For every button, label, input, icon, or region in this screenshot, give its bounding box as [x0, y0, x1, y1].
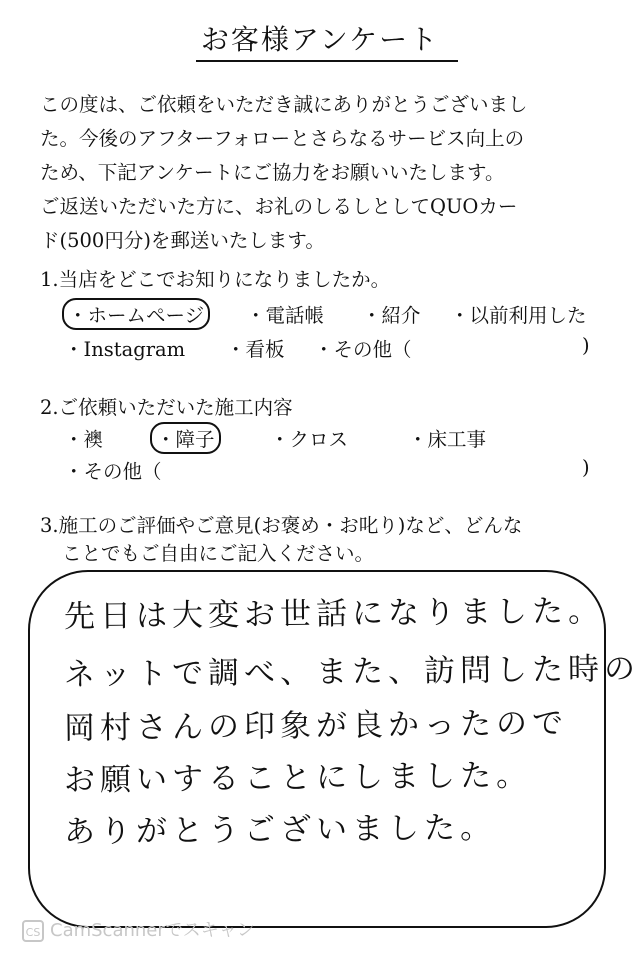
intro-line: ため、下記アンケートにご協力をお願いいたします。 [40, 161, 505, 184]
q2-option-shoji-selected[interactable]: ・障子 [150, 422, 221, 454]
q1-option-other[interactable]: ・その他（ [314, 338, 412, 361]
q1-option-referral[interactable]: ・紹介 [362, 304, 421, 327]
q2-option-cloth[interactable]: ・クロス [270, 428, 349, 451]
handwritten-line: 先日は大変お世話になりました。 [63, 593, 605, 635]
intro-line: この度は、ご依頼をいただき誠にありがとうございまし [40, 93, 528, 116]
intro-line: た。今後のアフターフォローとさらなるサービス向上の [40, 127, 525, 150]
handwritten-line: ありがとうございました。 [63, 809, 497, 851]
q1-option-homepage-selected[interactable]: ・ホームページ [62, 298, 210, 330]
q2-close-paren: ) [582, 456, 590, 479]
question-3-line-2: ことでもご自由にご記入ください。 [62, 542, 375, 565]
camscanner-logo-icon: CS [22, 920, 44, 942]
question-3-line-1: 3.施工のご評価やご意見(お褒め・お叱り)など、どんな [40, 514, 523, 537]
q2-option-floor[interactable]: ・床工事 [408, 428, 487, 451]
handwritten-line: お願いすることにしました。 [63, 757, 533, 799]
camscanner-watermark [22, 916, 255, 942]
q1-option-instagram[interactable]: ・Instagram [64, 338, 186, 361]
watermark-text: CamScannerでスキャン [50, 920, 255, 941]
title-underline [196, 60, 458, 62]
handwritten-line: 岡村さんの印象が良かったので [63, 705, 569, 747]
intro-line: ご返送いただいた方に、お礼のしるしとしてQUOカー [40, 195, 518, 218]
q1-option-phonebook[interactable]: ・電話帳 [246, 304, 325, 327]
handwritten-line: ネットで調べ、また、訪問した時の [63, 650, 640, 694]
intro-line: ド(500円分)を郵送いたします。 [40, 229, 325, 252]
q1-option-signboard[interactable]: ・看板 [226, 338, 285, 361]
q2-option-fusuma[interactable]: ・襖 [64, 428, 104, 451]
q1-close-paren: ) [582, 334, 590, 357]
q1-option-repeat[interactable]: ・以前利用した [450, 304, 587, 327]
question-2: 2.ご依頼いただいた施工内容 [40, 396, 293, 419]
question-1: 1.当店をどこでお知りになりましたか。 [40, 268, 391, 291]
q2-option-other[interactable]: ・その他（ [64, 460, 162, 483]
intro-paragraph [40, 88, 630, 258]
survey-title: お客様アンケート [200, 23, 440, 56]
